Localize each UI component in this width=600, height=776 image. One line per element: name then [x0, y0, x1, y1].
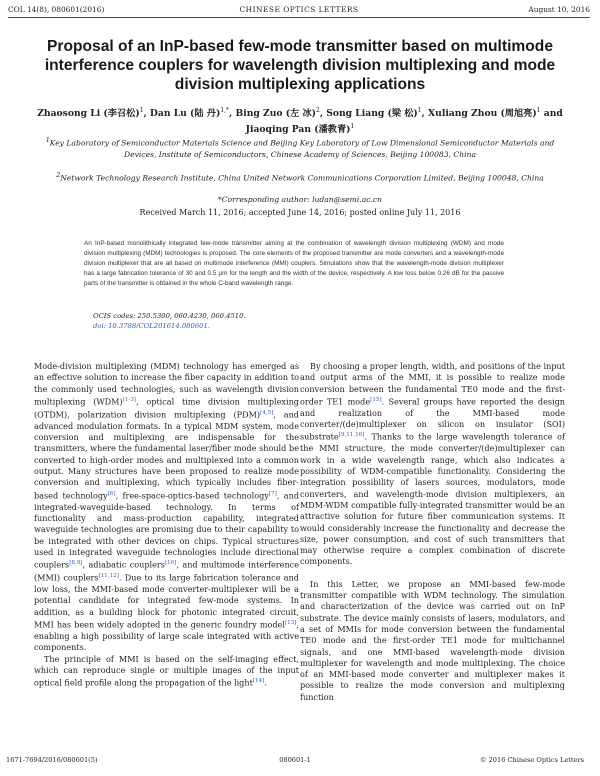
body-text: . Several groups have reported the design and realization of the MMI-based mode converter/(de)multiplexer on silicon on insulator (SOI) substrate — [300, 396, 566, 443]
body-text: , free-space-optics-based technology — [115, 490, 269, 501]
body-text: , and advanced modulation formats. In a typical MDM system, mode conversion and multiplexing are indispensable for the transmitters, where the fundamental laser/fiber mode should be converted to high-order modes and multiplexed into a common output. Many structures have been proposed to realize mode conversion and multiplexing, which typically includes fiber-based technology — [34, 409, 299, 501]
author-affiliation-mark: 1 — [139, 107, 144, 114]
author-affiliation-mark: 2 — [316, 107, 320, 114]
citation-link[interactable]: [13] — [284, 619, 297, 626]
received-dates: Received March 11, 2016; accepted June 14, 2016; posted online July 11, 2016 — [139, 208, 461, 217]
author-conjunction: and — [540, 108, 563, 120]
doi-link[interactable]: doi: 10.3788/COL201614.080601. — [93, 322, 210, 330]
journal-citation: COL 14(8), 080601(2016) — [8, 5, 105, 14]
author-list: Zhaosong Li (李召松)$^1$, Dan Lu (陆 丹)$^{1,*}$, Bing Zuo (左 冰)$^2$, Song Liang (梁 松)$^1$, Xuliang Zhou (周旭亮)$^1$ and Jiaoqing Pan (潘教青)$^1$ — [37, 107, 563, 136]
page-number: 080601-1 — [279, 756, 311, 764]
body-column-left — [34, 361, 299, 689]
body-text: By choosing a proper length, width, and positions of the input and output arms of the MMI, it is possible to realize mode conversion between the fundamental TE0 mode and the first-order TE1 mode — [300, 361, 565, 407]
author-affiliation-mark: 1 — [417, 107, 422, 114]
affiliation-1 — [40, 135, 560, 161]
affiliation-text: Network Technology Research Institute, China United Network Communications Corporation Limited, Beijing 100048, China — [60, 173, 544, 183]
author-affiliation-mark: 1 — [536, 107, 541, 114]
citation-link[interactable]: [7] — [268, 490, 277, 497]
affiliation-number: 2 — [56, 172, 61, 179]
body-text: , and integrated-waveguide-based technology. In terms of functionality and mass-production capability, integrated waveguide technologies are promising due to their capability to be integrated with other devices on chips. Typical structures used in integrated waveguide technologies include directional couplers — [34, 490, 300, 570]
citation-link[interactable]: [10] — [164, 560, 177, 567]
body-text: In this Letter, we propose an MMI-based few-mode transmitter compatible with WDM technology. The simulation and characterization of the device was carried out on InP substrate. The device mainly consists of lasers, modulators, and a set of MMIs for mode conversion between the fundamental TE0 mode and the first-order TE1 mode for multichannel signals, and one MMI-based wavelength-mode division multiplexer for wavelength and mode multiplexing. The choice of an MMI-based mode converter and multiplexer makes it possible to realize the mode conversion and multiplexing function — [300, 578, 565, 702]
paper-title: Proposal of an InP-based few-mode transmitter based on multimode interference couplers for wavelength division multiplexing and mode division multiplexing applications — [44, 38, 556, 93]
citation-link[interactable]: [1-3] — [122, 396, 136, 403]
citation-link[interactable]: [8,9] — [69, 560, 83, 567]
author-name: Zhaosong Li (李召松) — [37, 108, 140, 120]
issn: 1671-7694/2016/080601(5) — [6, 756, 98, 764]
copyright: © 2016 Chinese Optics Letters — [479, 756, 584, 764]
body-column-right — [300, 361, 565, 703]
affiliation-number: 1 — [45, 137, 50, 144]
issue-date: August 10, 2016 — [528, 5, 590, 14]
body-paragraph — [34, 361, 299, 654]
citation-link[interactable]: [11,12] — [98, 573, 119, 580]
running-header — [8, 3, 590, 18]
body-text: , optical time division multiplexing (OTDM), polarization division multiplexing (PDM) — [34, 396, 299, 420]
body-paragraph — [300, 579, 565, 703]
author-affiliation-mark: 1,* — [220, 107, 230, 114]
body-text: Mode-division multiplexing (MDM) technology has emerged as an effective solution to increase the fiber capacity in addition to the commonly used technologies, such as wavelength division multiplexing (WDM) — [34, 361, 299, 407]
author-affiliation-mark: 1 — [350, 123, 355, 131]
body-paragraph — [34, 654, 299, 690]
affiliation-text: Key Laboratory of Semiconductor Materials Science and Beijing Key Laboratory of Low Dimensional Semiconductor Materials and Devices, Institute of Semiconductors, Chinese Academy of Sciences, Beijing 100083, China — [49, 138, 555, 160]
journal-name: CHINESE OPTICS LETTERS — [239, 5, 359, 14]
author-name: Bing Zuo (左 冰) — [235, 108, 316, 120]
ocis-codes: OCIS codes: 250.5300, 060.4230, 060.4510. — [93, 312, 246, 320]
author-name: Xuliang Zhou (周旭亮) — [428, 108, 537, 120]
citation-link[interactable]: [14] — [252, 678, 265, 685]
affiliation-2 — [40, 170, 560, 184]
body-text: , adiabatic couplers — [82, 559, 165, 570]
body-text: The principle of MMI is based on the self-imaging effect, which can reproduce single or multiple images of the input optical field profile along the propagation of the light — [34, 653, 299, 688]
body-text: . — [264, 677, 267, 688]
citation-link[interactable]: [15] — [370, 396, 382, 403]
citation-link[interactable]: [6] — [107, 490, 116, 497]
ocis-block — [93, 311, 246, 331]
body-text: . Thanks to the large wavelength tolerance of the MMI structure, the mode converter/(de)multiplexer can work in a wide wavelength range, which also indicates a possibility of WDM-compatible functionality. Considering the integration possibility of lasers sources, modulators, mode converters, and wavelength-mode division multiplexers, an MDM-WDM compatible fully-integrated transmitter would be an attractive solution for future fiber communication systems. It would considerably increase the functionality and decrease the size, power consumption, and cost of such transmitters that may otherwise require a complex combination of discrete components. — [300, 432, 565, 567]
corresponding-author: *Corresponding author: ludan@semi.ac.cn — [217, 195, 383, 204]
author-name: Jiaoqing Pan (潘教青) — [245, 124, 351, 136]
citation-link[interactable]: [4,5] — [260, 409, 274, 416]
author-name: Dan Lu (陆 丹) — [149, 108, 221, 120]
body-paragraph — [300, 361, 565, 568]
body-text: , enabling a high possibility of large scale integrated with active components. — [34, 619, 299, 653]
body-text: , and multimode interference (MMI) couplers — [34, 559, 299, 583]
abstract: An InP-based monolithically integrated few-mode transmitter aiming at the combination of wavelength division multiplexing (WDM) and mode division multiplexing (MDM) technologies is proposed. The core elements of the proposed transmitter are mode converters and a wavelength-mode division multiplexer that are all based on multimode interference (MMI) couplers. Simulations show that the wavelength-mode division multiplexer has a large fabrication tolerance of 30 and 0.5 μm for the length and the width of the device, respectively. A low loss below 0.26 dB for the passive parts of the transmitter is obtained in the whole C-band wavelength range. — [84, 240, 504, 287]
author-name: Song Liang (梁 松) — [326, 108, 418, 120]
body-text: . Due to its large fabrication tolerance and low loss, the MMI-based mode converter-multiplexer will be a potential candidate for integrated few-mode systems. In addition, as a building block for photonic integrated circuit, MMI has been widely adopted in the generic foundry model — [34, 572, 299, 630]
citation-link[interactable]: [9,11,16] — [338, 432, 365, 439]
